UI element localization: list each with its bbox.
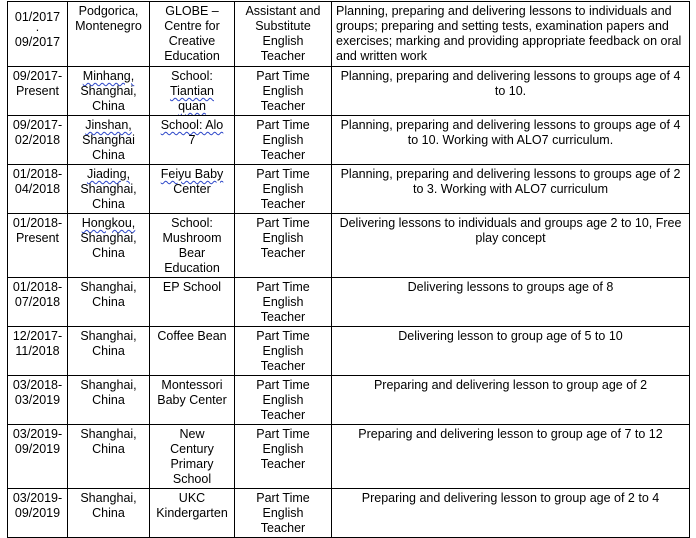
location-cell — [68, 67, 150, 116]
date-cell — [8, 214, 68, 278]
school-name: School: Alo — [160, 118, 224, 132]
role-line: Part Time — [256, 167, 310, 181]
school-line — [153, 118, 231, 133]
school-cell — [150, 2, 235, 67]
school-line: School: — [171, 69, 213, 83]
date-end: 02/2018 — [14, 133, 61, 147]
role-cell — [235, 489, 332, 538]
school-name: Feiyu Baby — [160, 167, 224, 181]
location-line: Shanghai, — [80, 231, 137, 245]
role-line: Part Time — [256, 216, 310, 230]
date-start: 03/2018- — [12, 378, 63, 392]
location-line: China — [92, 148, 125, 162]
description-cell: Preparing and delivering lesson to group age of 2 to 4 — [332, 489, 690, 538]
school-line: Kindergarten — [156, 506, 228, 520]
table-row — [8, 2, 690, 67]
location-line: China — [92, 393, 125, 407]
school-cell — [150, 376, 235, 425]
role-line: Substitute — [255, 19, 311, 33]
date-start: 09/2017- — [12, 69, 63, 83]
location-cell — [68, 214, 150, 278]
date-cell — [8, 327, 68, 376]
location-line: Shanghai, — [80, 182, 137, 196]
role-line: Teacher — [260, 49, 306, 63]
location-line: Shanghai — [82, 133, 135, 147]
role-line: Part Time — [256, 69, 310, 83]
date-cell — [8, 2, 68, 67]
location-cell — [68, 165, 150, 214]
school-line: Mushroom — [162, 231, 222, 245]
role-line: English — [262, 182, 304, 196]
role-line: English — [262, 506, 304, 520]
date-end: 03/2019 — [14, 393, 61, 407]
date-separator: · — [35, 23, 40, 37]
date-end: 11/2018 — [15, 344, 60, 358]
role-line: Teacher — [260, 310, 306, 324]
location-cell — [68, 489, 150, 538]
role-line: Teacher — [260, 359, 306, 373]
location-district: Hongkou, — [81, 216, 136, 230]
role-line: English — [262, 84, 304, 98]
description-cell: Delivering lesson to group age of 5 to 10 — [332, 327, 690, 376]
school-cell — [150, 67, 235, 116]
date-start: 01/2017 — [14, 10, 61, 24]
location-line: Shanghai, — [80, 427, 137, 441]
description-cell: Planning, preparing and delivering lessons to individuals and groups; preparing and setting tests, examination papers and exercises; marking and providing appropriate feedback on oral and written work — [332, 2, 690, 67]
work-experience-table — [7, 1, 690, 538]
location-line: China — [92, 295, 125, 309]
role-line: Teacher — [260, 521, 306, 535]
location-line: China — [92, 99, 125, 113]
role-line: English — [262, 295, 304, 309]
role-cell — [235, 376, 332, 425]
role-line: English — [262, 34, 304, 48]
school-line: 7 — [188, 133, 196, 147]
school-line: New — [179, 427, 205, 441]
description-cell: Delivering lessons to groups age of 8 — [332, 278, 690, 327]
role-cell — [235, 67, 332, 116]
school-line: School: — [171, 216, 213, 230]
location-line: China — [92, 246, 125, 260]
school-cell — [150, 489, 235, 538]
school-cell — [150, 327, 235, 376]
date-cell — [8, 67, 68, 116]
location-district: Minhang, — [82, 69, 135, 83]
table-row — [8, 376, 690, 425]
school-line: Coffee Bean — [157, 329, 227, 343]
date-end: 09/2019 — [14, 442, 61, 456]
role-line: Teacher — [260, 99, 306, 113]
location-line: China — [92, 197, 125, 211]
date-end: Present — [15, 231, 60, 245]
date-start: 01/2018- — [12, 280, 63, 294]
date-end: 09/2019 — [14, 506, 61, 520]
location-cell — [68, 116, 150, 165]
location-line — [71, 216, 146, 231]
role-cell — [235, 2, 332, 67]
role-cell — [235, 327, 332, 376]
date-start: 09/2017- — [12, 118, 63, 132]
school-name: quan — [178, 99, 206, 113]
school-name: Tiantian — [169, 84, 214, 98]
location-line — [71, 118, 146, 133]
school-line: Education — [164, 49, 220, 63]
description-cell: Delivering lessons to individuals and groups age 2 to 10, Free play concept — [332, 214, 690, 278]
description-cell: Planning, preparing and delivering lessons to groups age of 4 to 10. Working with ALO7 curriculum. — [332, 116, 690, 165]
location-line: Montenegro — [75, 19, 142, 33]
date-cell — [8, 489, 68, 538]
school-cell — [150, 214, 235, 278]
table-row — [8, 165, 690, 214]
date-start: 01/2018- — [12, 216, 63, 230]
location-line: China — [92, 344, 125, 358]
role-line: Teacher — [260, 197, 306, 211]
location-line: China — [92, 506, 125, 520]
location-line: Shanghai, — [80, 378, 137, 392]
role-line: Part Time — [256, 118, 310, 132]
role-line: Part Time — [256, 329, 310, 343]
table-row — [8, 116, 690, 165]
role-cell — [235, 116, 332, 165]
description-cell: Preparing and delivering lesson to group age of 2 — [332, 376, 690, 425]
role-line: Part Time — [256, 427, 310, 441]
role-line: English — [262, 442, 304, 456]
school-line: Centre for — [164, 19, 220, 33]
location-line — [71, 167, 146, 182]
table-row — [8, 425, 690, 489]
school-line: Education — [164, 261, 220, 275]
date-start: 12/2017- — [12, 329, 63, 343]
date-cell — [8, 376, 68, 425]
role-line: Part Time — [256, 491, 310, 505]
role-line: English — [262, 231, 304, 245]
location-line: China — [92, 442, 125, 456]
date-end: 07/2018 — [14, 295, 61, 309]
table-row — [8, 489, 690, 538]
school-line: Montessori — [161, 378, 223, 392]
location-cell — [68, 376, 150, 425]
role-line: Part Time — [256, 280, 310, 294]
school-cell — [150, 425, 235, 489]
school-line: Century — [170, 442, 214, 456]
school-line: Primary — [170, 457, 214, 471]
school-cell — [150, 116, 235, 165]
date-cell — [8, 278, 68, 327]
table-row — [8, 67, 690, 116]
location-district: Jinshan, — [85, 118, 132, 132]
description-cell: Planning, preparing and delivering lessons to groups age of 2 to 3. Working with ALO7 curriculum — [332, 165, 690, 214]
location-cell — [68, 425, 150, 489]
date-cell — [8, 425, 68, 489]
table-row — [8, 327, 690, 376]
date-cell — [8, 116, 68, 165]
school-cell — [150, 165, 235, 214]
school-line: EP School — [162, 280, 222, 294]
date-end: Present — [15, 84, 60, 98]
table-row — [8, 214, 690, 278]
school-line — [153, 84, 231, 99]
role-cell — [235, 165, 332, 214]
date-start: 03/2019- — [12, 491, 63, 505]
school-line: Creative — [168, 34, 216, 48]
date-start: 03/2019- — [12, 427, 63, 441]
school-line: Bear — [178, 246, 206, 260]
location-line: Shanghai, — [80, 491, 137, 505]
description-cell: Preparing and delivering lesson to group age of 7 to 12 — [332, 425, 690, 489]
role-cell — [235, 425, 332, 489]
role-cell — [235, 278, 332, 327]
school-line — [153, 99, 231, 114]
school-cell — [150, 278, 235, 327]
school-line: Baby Center — [157, 393, 227, 407]
role-line: Teacher — [260, 246, 306, 260]
date-end: 09/2017 — [14, 35, 61, 49]
school-line: Center — [173, 182, 211, 196]
school-line: GLOBE – — [165, 4, 219, 18]
role-line: English — [262, 393, 304, 407]
role-cell — [235, 214, 332, 278]
location-line: Shanghai, — [80, 84, 137, 98]
table-row — [8, 278, 690, 327]
role-line: English — [262, 344, 304, 358]
school-line: UKC — [178, 491, 206, 505]
location-cell — [68, 2, 150, 67]
description-cell: Planning, preparing and delivering lessons to groups age of 4 to 10. — [332, 67, 690, 116]
date-start: 01/2018- — [12, 167, 63, 181]
location-line: Podgorica, — [78, 4, 139, 18]
location-line: Shanghai, — [80, 329, 137, 343]
school-line: School — [172, 472, 212, 486]
location-cell — [68, 278, 150, 327]
date-cell — [8, 165, 68, 214]
role-line: English — [262, 133, 304, 147]
location-line: Shanghai, — [80, 280, 137, 294]
location-line — [71, 69, 146, 84]
role-line: Assistant and — [245, 4, 321, 18]
role-line: Part Time — [256, 378, 310, 392]
role-line: Teacher — [260, 148, 306, 162]
role-line: Teacher — [260, 457, 306, 471]
school-line — [153, 167, 231, 182]
location-cell — [68, 327, 150, 376]
date-end: 04/2018 — [14, 182, 61, 196]
role-line: Teacher — [260, 408, 306, 422]
location-district: Jiading, — [86, 167, 131, 181]
